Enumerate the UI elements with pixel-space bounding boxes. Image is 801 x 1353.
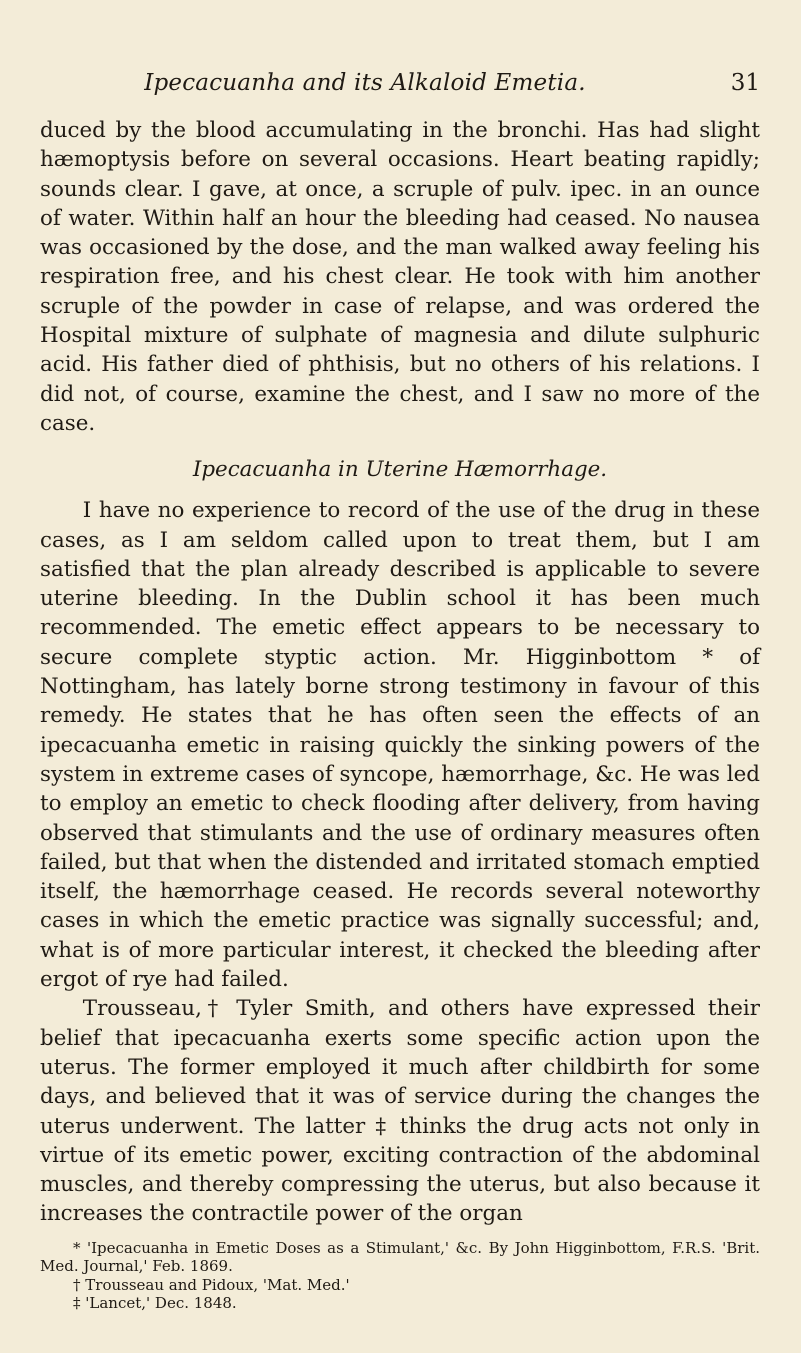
body-paragraph-3: Trousseau,† Tyler Smith, and others have expressed their belief that ipecacuanha exerts some specific action upon the uterus. The former employed it much after childbirth for some days, and believed that it was of service during the changes the uterus underwent. The latter ‡ thinks the drug acts not only in virtue of its emetic power, exciting contraction of the abdominal muscles, and thereby compressing the uterus, but also because it increases the contractile power of the organ (40, 996, 760, 1227)
book-page (40, 70, 760, 1313)
running-head-title: Ipecacuanha and its Alkaloid Emetia. (144, 70, 586, 96)
footnote-3: ‡ 'Lancet,' Dec. 1848. (73, 1294, 237, 1313)
running-head (40, 70, 760, 104)
footnote-1: * 'Ipecacuanha in Emetic Doses as a Stimulant,' &c. By John Higginbottom, F.R.S. 'Brit. Med. Journal,' Feb. 1869. (40, 1238, 760, 1276)
footnotes (40, 1239, 760, 1313)
page-number: 31 (730, 70, 760, 96)
section-heading: Ipecacuanha in Uterine Hæmorrhage. (192, 457, 608, 483)
footnote-2: † Trousseau and Pidoux, 'Mat. Med.' (73, 1275, 350, 1294)
body-paragraph-1: duced by the blood accumulating in the bronchi. Has had slight hæmoptysis before on several occasions. Heart beating rapidly; sounds clear. I gave, at once, a scruple of pulv. ipec. in an ounce of water. Within half an hour the bleeding had ceased. No nausea was occasioned by the dose, and the man walked away feeling his respiration free, and his chest clear. He took with him another scruple of the powder in case of relapse, and was ordered the Hospital mixture of sulphate of magnesia and dilute sulphuric acid. His father died of phthisis, but no others of his relations. I did not, of course, examine the chest, and I saw no more of the case. (40, 118, 760, 436)
body-paragraph-2: I have no experience to record of the use of the drug in these cases, as I am seldom called upon to treat them, but I am satisfied that the plan already described is applicable to severe uterine bleeding. In the Dublin school it has been much recommended. The emetic effect appears to be necessary to secure complete styptic action. Mr. Higginbottom * of Nottingham, has lately borne strong testimony in favour of this remedy. He states that he has often seen the effects of an ipecacuanha emetic in raising quickly the sinking powers of the system in extreme cases of syncope, hæmorrhage, &c. He was led to employ an emetic to check flooding after delivery, from having observed that stimulants and the use of ordinary measures often failed, but that when the distended and irritated stomach emptied itself, the hæmorrhage ceased. He records several noteworthy cases in which the emetic practice was signally successful; and, what is of more particular interest, it checked the bleeding after ergot of rye had failed. (40, 498, 760, 993)
